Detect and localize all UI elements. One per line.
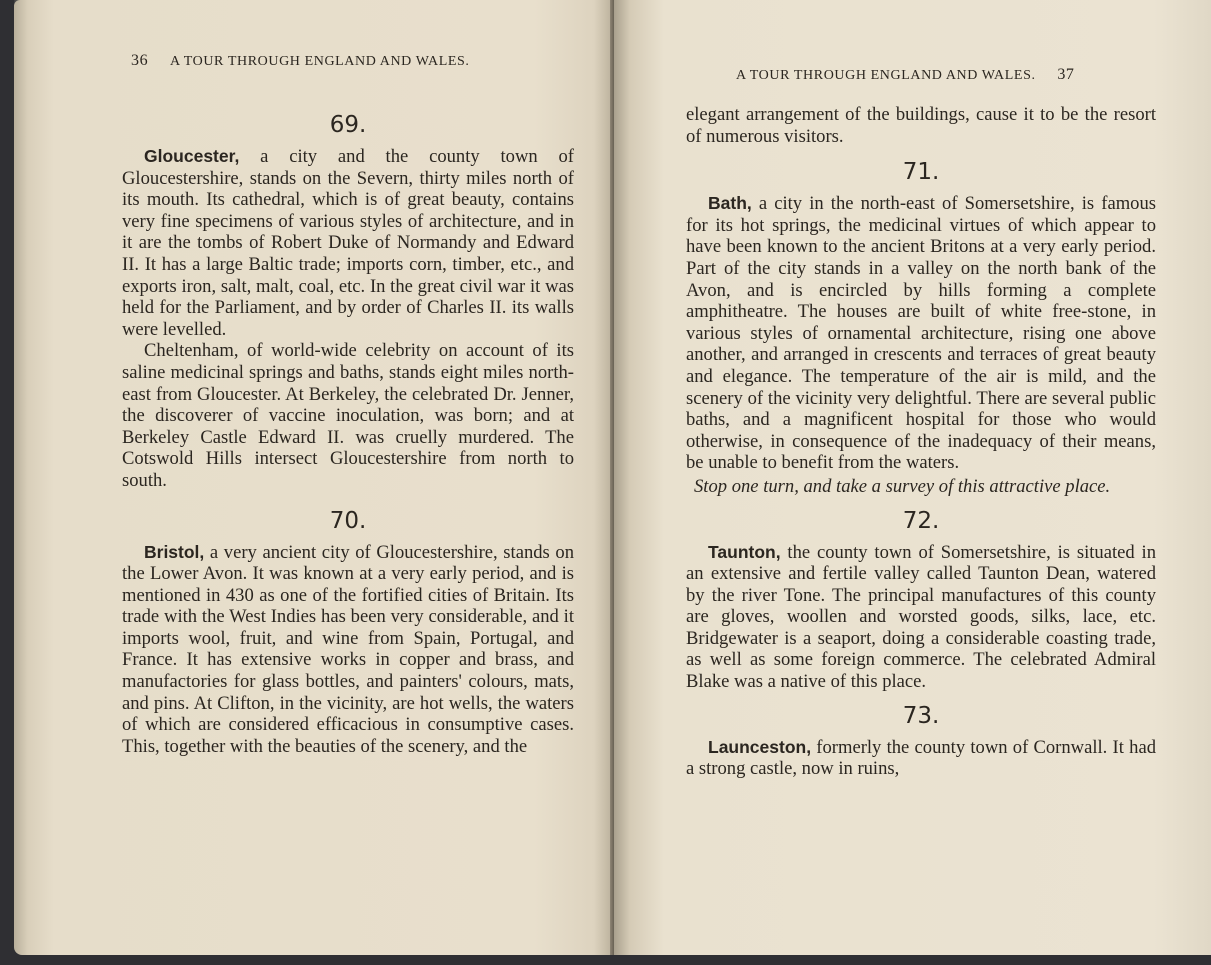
entry-number: 72.: [902, 507, 940, 534]
game-instruction: Stop one turn, and take a survey of this attractive place.: [694, 475, 1111, 497]
left-column: [122, 106, 574, 757]
entry-number: 69.: [329, 112, 367, 138]
entry-place-name: Bath,: [708, 193, 752, 214]
entry-paragraph: [686, 193, 1156, 474]
entry-place-name: Launceston,: [708, 736, 812, 757]
entry-number: 70.: [329, 507, 367, 534]
entry-text: formerly the county town of Cornwall. It had a strong castle, now in ruins,: [686, 736, 1156, 780]
entry-paragraph: [686, 542, 1156, 693]
entry-paragraph-2: [122, 340, 574, 491]
entry-text-2: Cheltenham, of world-wide celebrity on account of its saline medicinal springs and baths, stands eight miles north-east from Gloucester. At Berkeley, the celebrated Dr. Jenner, the discoverer of vaccine inoculation, was born; and at Berkeley Castle Edward II. was cruelly murdered. The Cotswold Hills intersect Gloucestershire from north to south.: [122, 340, 574, 491]
entry-number: 73.: [902, 702, 940, 729]
right-page-number: 37: [1057, 66, 1075, 83]
right-running-head: [736, 66, 1075, 84]
entry-text: a city in the north-east of Somersetshire, is famous for its hot springs, the medicinal virtues of which appear to have been known to the ancient Britons at a very early period. Part of the city stands in a valley on the north bank of the Avon, and is encircled by hills forming a complete amphitheatre. The houses are built of white free-stone, in various styles of ornamental architecture, rising one above another, and arranged in crescents and terraces of great beauty and elegance. The temperature of the air is mild, and the scenery of the vicinity very delightful. There are several public baths, and a magnificent hospital for those who would otherwise, in consequence of the inadequacy of their means, be unable to benefit from the waters.: [686, 193, 1156, 474]
entry-text: a city and the county town of Gloucestershire, stands on the Severn, thirty miles north of its mouth. Its cathedral, which is of great beauty, contains very fine specimens of various styles of architecture, and in it are the tombs of Robert Duke of Normandy and Edward II. It has a large Baltic trade; imports corn, timber, etc., and exports iron, salt, malt, coal, etc. In the great civil war it was held for the Parliament, and by order of Charles II. its walls were levelled.: [122, 146, 574, 340]
left-running-head: [131, 52, 470, 70]
entry-text: the county town of Somersetshire, is situated in an extensive and fertile valley called Taunton Dean, watered by the river Tone. The principal manufactures of this county are gloves, woollen and worsted goods, silks, lace, etc. Bridgewater is a seaport, doing a considerable coasting trade, as well as some foreign commerce. The celebrated Admiral Blake was a native of this place.: [686, 541, 1156, 693]
entry-place-name: Taunton,: [708, 541, 781, 562]
entry-paragraph: [122, 542, 574, 758]
entry-place-name: Gloucester,: [144, 146, 240, 166]
entry-paragraph: [686, 737, 1156, 780]
left-page-number: 36: [131, 52, 149, 69]
left-running-title: A TOUR THROUGH ENGLAND AND WALES.: [169, 54, 470, 69]
left-page: [14, 0, 614, 955]
continuation-paragraph: elegant arrangement of the buildings, cause it to be the resort of numerous visitors.: [686, 104, 1156, 147]
right-column: [686, 104, 1156, 780]
entry-place-name: Bristol,: [144, 541, 205, 562]
entry-paragraph: [122, 146, 574, 340]
right-running-title: A TOUR THROUGH ENGLAND AND WALES.: [736, 68, 1036, 83]
open-book: [14, 0, 1211, 962]
right-page: [614, 0, 1211, 955]
entry-text: a very ancient city of Gloucestershire, stands on the Lower Avon. It was known at a very early period, and is mentioned in 430 as one of the fortified cities of Britain. Its trade with the West Indies has been very considerable, and it imports wool, fruit, and wine from Spain, Portugal, and France. It has extensive works in copper and brass, and manufactories for glass bottles, and painters' colours, mats, and pins. At Clifton, in the vicinity, are hot wells, the waters of which are considered efficacious in consumptive cases. This, together with the beauties of the scenery, and the: [122, 541, 574, 757]
entry-number: 71.: [902, 159, 940, 186]
